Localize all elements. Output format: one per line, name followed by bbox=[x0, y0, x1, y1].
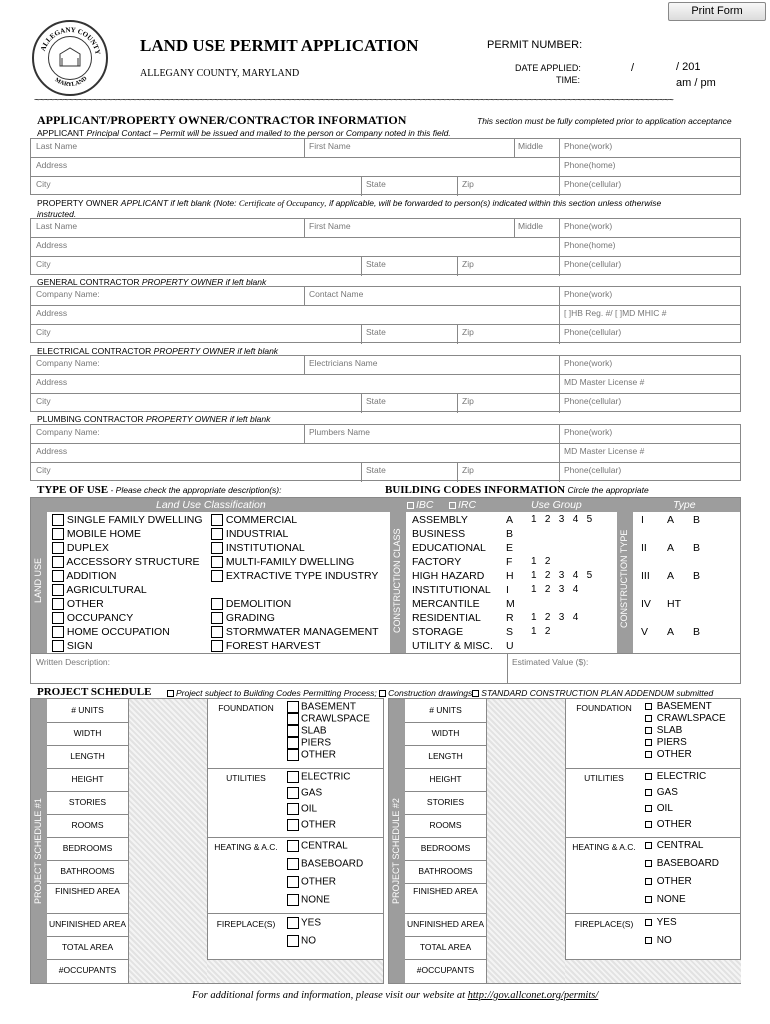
schedule-foundation-option[interactable]: BASEMENT bbox=[645, 701, 712, 713]
schedule-fireplace-label: FIREPLACE(S) bbox=[574, 919, 634, 929]
schedule-utilities-label: UTILITIES bbox=[226, 773, 266, 783]
construction-type-b[interactable]: B bbox=[693, 514, 701, 526]
schedule-foundation-option[interactable]: SLAB bbox=[287, 725, 327, 738]
land-use-option[interactable]: OTHER bbox=[52, 597, 104, 611]
use-group-name: FACTORY bbox=[412, 556, 462, 568]
schedule-row-label: FINISHED AREA bbox=[55, 886, 120, 896]
construction-type-b[interactable]: B bbox=[693, 570, 701, 582]
applicant-grid bbox=[30, 138, 741, 195]
use-group-letter[interactable]: U bbox=[506, 640, 514, 652]
date-separator: / bbox=[631, 62, 635, 74]
schedule-foundation-option[interactable]: CRAWLSPACE bbox=[645, 713, 726, 725]
owner-address-field[interactable]: Address bbox=[36, 240, 68, 250]
use-group-name: RESIDENTIAL bbox=[412, 612, 481, 624]
ec-company-field[interactable]: Company Name: bbox=[36, 358, 100, 368]
schedule-heating-option[interactable]: OTHER bbox=[645, 876, 692, 888]
schedule-heating-label: HEATING & A.C. bbox=[214, 842, 278, 852]
land-use-option[interactable]: ADDITION bbox=[52, 569, 117, 583]
owner-phone-cell-field[interactable]: Phone(cellular) bbox=[564, 259, 622, 269]
land-use-table bbox=[30, 497, 741, 654]
gc-company-field[interactable]: Company Name: bbox=[36, 289, 100, 299]
ec-license-field[interactable]: MD Master License # bbox=[564, 377, 645, 387]
schedule-utilities-option[interactable]: ELECTRIC bbox=[287, 771, 350, 784]
use-group-label: Use Group bbox=[531, 499, 582, 511]
use-group-numbers[interactable]: 1 2 3 4 bbox=[531, 612, 579, 623]
schedule-foundation-option[interactable]: CRAWLSPACE bbox=[287, 713, 370, 726]
schedule-row-label: BATHROOMS bbox=[418, 866, 473, 876]
owner-phone-home-field[interactable]: Phone(home) bbox=[564, 240, 616, 250]
schedule-utilities-label: UTILITIES bbox=[584, 773, 624, 783]
use-group-numbers[interactable]: 1 2 3 4 5 bbox=[531, 570, 593, 581]
schedule-row-label: UNFINISHED AREA bbox=[49, 919, 126, 929]
use-group-numbers[interactable]: 1 2 bbox=[531, 556, 551, 567]
land-use-option[interactable]: EXTRACTIVE TYPE INDUSTRY bbox=[211, 569, 378, 583]
form-title: LAND USE PERMIT APPLICATION bbox=[140, 36, 419, 55]
use-group-name: HIGH HAZARD bbox=[412, 570, 485, 582]
ec-zip-field[interactable]: Zip bbox=[462, 396, 474, 406]
land-use-option[interactable]: MOBILE HOME bbox=[52, 527, 141, 541]
schedule-row-label: BEDROOMS bbox=[62, 843, 113, 853]
svg-text:ALLEGANY COUNTY: ALLEGANY COUNTY bbox=[39, 25, 102, 56]
schedule-foundation-option[interactable]: PIERS bbox=[287, 737, 331, 750]
schedule-heating-option[interactable]: OTHER bbox=[287, 876, 336, 889]
standard-plan-option[interactable]: STANDARD CONSTRUCTION PLAN ADDENDUM submitted bbox=[472, 688, 713, 698]
print-form-button[interactable]: Print Form bbox=[668, 2, 766, 21]
construction-type-a[interactable]: A bbox=[667, 542, 675, 554]
construction-type-side-label: CONSTRUCTION TYPE bbox=[619, 529, 629, 628]
phone-home-field[interactable]: Phone(home) bbox=[564, 160, 616, 170]
land-use-band-label: Land Use Classification bbox=[156, 499, 266, 511]
building-codes-heading: BUILDING CODES INFORMATION Circle the appropriate bbox=[385, 484, 649, 496]
pc-state-field[interactable]: State bbox=[366, 465, 386, 475]
svg-text:MARYLAND: MARYLAND bbox=[53, 75, 89, 89]
use-group-letter[interactable]: F bbox=[506, 556, 513, 568]
schedule-row-label: BEDROOMS bbox=[420, 843, 471, 853]
tilde-divider: ~~~~~~~~~~~~~~~~~~~~~~~~~~~~~~~~~~~~~~~~~~~~~~~~~~~~~~~~~~~~~~~~~~~~~~~~~~~~~~~~~~~~~~~~~~~~~~~~~~~~~~~~~~~~~~~~~~~~~~~~~~~~~~~~~~~~ bbox=[34, 95, 673, 106]
schedule-heating-option[interactable]: BASEBOARD bbox=[287, 858, 363, 871]
schedule-heating-option[interactable]: NONE bbox=[645, 894, 686, 906]
pc-grid bbox=[30, 424, 741, 481]
owner-middle-field[interactable]: Middle bbox=[518, 221, 544, 231]
construction-type-number[interactable]: IV bbox=[641, 598, 651, 610]
date-year: / 201 bbox=[676, 61, 701, 73]
owner-city-field[interactable]: City bbox=[36, 259, 51, 269]
schedule-row-label: TOTAL AREA bbox=[419, 942, 472, 952]
footer-note: For additional forms and information, please visit our website at http://gov.allconet.org/permits/ bbox=[192, 990, 599, 1001]
use-group-name: MERCANTILE bbox=[412, 598, 480, 610]
schedule-row-label: FINISHED AREA bbox=[413, 886, 478, 896]
ec-electricians-field[interactable]: Electricians Name bbox=[309, 358, 378, 368]
schedule-row-label: HEIGHT bbox=[429, 774, 462, 784]
use-group-letter[interactable]: A bbox=[506, 514, 514, 526]
schedule-row-label: UNFINISHED AREA bbox=[407, 919, 484, 929]
schedule-row-label: STORIES bbox=[68, 797, 107, 807]
date-applied-label: DATE APPLIED: bbox=[515, 63, 581, 73]
ec-phone-work-field[interactable]: Phone(work) bbox=[564, 358, 613, 368]
schedule-heating-option[interactable]: CENTRAL bbox=[645, 840, 703, 852]
schedule-row-label: HEIGHT bbox=[71, 774, 104, 784]
time-label: TIME: bbox=[556, 75, 580, 85]
construction-type-number[interactable]: III bbox=[641, 570, 650, 582]
schedule-heating-option[interactable]: NONE bbox=[287, 894, 330, 907]
use-group-name: STORAGE bbox=[412, 626, 464, 638]
phone-cell-field[interactable]: Phone(cellular) bbox=[564, 179, 622, 189]
schedule-utilities-option[interactable]: GAS bbox=[645, 787, 678, 799]
land-use-option[interactable]: SINGLE FAMILY DWELLING bbox=[52, 513, 203, 527]
pc-heading: PLUMBING CONTRACTOR PROPERTY OWNER if left blank bbox=[37, 414, 271, 424]
schedule-side-label: PROJECT SCHEDULE #1 bbox=[33, 798, 43, 904]
phone-work-field[interactable]: Phone(work) bbox=[564, 141, 613, 151]
land-use-option[interactable]: DUPLEX bbox=[52, 541, 109, 555]
use-group-name: UTILITY & MISC. bbox=[412, 640, 493, 652]
ec-heading: ELECTRICAL CONTRACTOR PROPERTY OWNER if left blank bbox=[37, 346, 279, 356]
land-use-option[interactable]: DEMOLITION bbox=[211, 597, 291, 611]
state-field[interactable]: State bbox=[366, 179, 386, 189]
use-group-name: ASSEMBLY bbox=[412, 514, 468, 526]
construction-class-side-label: CONSTRUCTION CLASS bbox=[392, 528, 402, 633]
construction-type-number[interactable]: I bbox=[641, 514, 644, 526]
schedule-utilities-option[interactable]: ELECTRIC bbox=[645, 771, 706, 783]
schedule-options bbox=[167, 688, 713, 698]
applicant-heading: APPLICANT Principal Contact – Permit will be issued and mailed to the person or Company noted in this field. bbox=[37, 128, 451, 138]
schedule-foundation-option[interactable]: SLAB bbox=[645, 725, 682, 737]
schedule-utilities-option[interactable]: OTHER bbox=[287, 819, 336, 832]
schedule-fireplace-option[interactable]: YES bbox=[287, 917, 321, 930]
pc-phone-cell-field[interactable]: Phone(cellular) bbox=[564, 465, 622, 475]
owner-state-field[interactable]: State bbox=[366, 259, 386, 269]
ec-state-field[interactable]: State bbox=[366, 396, 386, 406]
county-seal-logo bbox=[32, 20, 108, 96]
gc-phone-cell-field[interactable]: Phone(cellular) bbox=[564, 327, 622, 337]
use-group-letter[interactable]: B bbox=[506, 528, 514, 540]
gc-contact-field[interactable]: Contact Name bbox=[309, 289, 364, 299]
land-use-option[interactable]: FOREST HARVEST bbox=[211, 639, 321, 653]
construction-type-a[interactable]: HT bbox=[667, 598, 681, 610]
written-description-row bbox=[30, 654, 741, 684]
schedule-side-label: PROJECT SCHEDULE #2 bbox=[391, 798, 401, 904]
construction-type-a[interactable]: A bbox=[667, 626, 675, 638]
schedule-utilities-option[interactable]: OIL bbox=[645, 803, 673, 815]
ec-grid bbox=[30, 355, 741, 412]
use-group-letter[interactable]: I bbox=[506, 584, 509, 596]
schedule-row-label: STORIES bbox=[426, 797, 465, 807]
type-label: Type bbox=[673, 499, 696, 511]
schedule-foundation-option[interactable]: PIERS bbox=[645, 737, 687, 749]
construction-type-a[interactable]: A bbox=[667, 514, 675, 526]
land-use-option[interactable]: MULTI-FAMILY DWELLING bbox=[211, 555, 354, 569]
middle-name-field[interactable]: Middle bbox=[518, 141, 544, 151]
land-use-option[interactable]: OCCUPANCY bbox=[52, 611, 133, 625]
zip-field[interactable]: Zip bbox=[462, 179, 474, 189]
schedule-fireplace-option[interactable]: NO bbox=[287, 935, 316, 948]
schedule-row-label: WIDTH bbox=[73, 728, 102, 738]
permit-number-label: PERMIT NUMBER: bbox=[487, 39, 583, 51]
building-codes-option[interactable]: Project subject to Building Codes Permitting Process; bbox=[167, 688, 377, 698]
use-group-numbers[interactable]: 1 2 bbox=[531, 626, 551, 637]
schedule-row-label: WIDTH bbox=[431, 728, 460, 738]
schedule-row-label: TOTAL AREA bbox=[61, 942, 114, 952]
construction-type-a[interactable]: A bbox=[667, 570, 675, 582]
schedule-row-label: LENGTH bbox=[70, 751, 105, 761]
construction-type-b[interactable]: B bbox=[693, 542, 701, 554]
schedule-row-label: # UNITS bbox=[429, 705, 462, 715]
project-schedule-title: PROJECT SCHEDULE bbox=[37, 686, 152, 698]
construction-drawings-option[interactable]: Construction drawings bbox=[379, 688, 472, 698]
schedule-utilities-option[interactable]: GAS bbox=[287, 787, 322, 800]
pc-phone-work-field[interactable]: Phone(work) bbox=[564, 427, 613, 437]
last-name-field[interactable]: Last Name bbox=[36, 141, 78, 151]
schedule-heating-option[interactable]: BASEBOARD bbox=[645, 858, 719, 870]
schedule-foundation-label: FOUNDATION bbox=[576, 703, 632, 713]
address-field[interactable]: Address bbox=[36, 160, 68, 170]
project-schedule-2 bbox=[388, 698, 741, 984]
schedule-row-label: #OCCUPANTS bbox=[416, 965, 475, 975]
schedule-row-label: LENGTH bbox=[428, 751, 463, 761]
gc-phone-work-field[interactable]: Phone(work) bbox=[564, 289, 613, 299]
land-use-option[interactable]: INSTITUTIONAL bbox=[211, 541, 305, 555]
schedule-heating-option[interactable]: CENTRAL bbox=[287, 840, 348, 853]
use-group-letter[interactable]: E bbox=[506, 542, 514, 554]
ec-address-field[interactable]: Address bbox=[36, 377, 68, 387]
owner-section-note: This section must be fully completed prior to application acceptance bbox=[477, 116, 732, 126]
pc-license-field[interactable]: MD Master License # bbox=[564, 446, 645, 456]
owner-grid bbox=[30, 218, 741, 275]
type-of-use-heading: TYPE OF USE - Please check the appropriate description(s): bbox=[37, 484, 282, 496]
pc-city-field[interactable]: City bbox=[36, 465, 51, 475]
ibc-option[interactable]: IBC bbox=[407, 499, 434, 511]
estimated-value-field[interactable]: Estimated Value ($): bbox=[512, 657, 589, 667]
owner-section-title: APPLICANT/PROPERTY OWNER/CONTRACTOR INFORMATION bbox=[37, 113, 407, 127]
gc-state-field[interactable]: State bbox=[366, 327, 386, 337]
written-description-field[interactable]: Written Description: bbox=[36, 657, 111, 667]
city-field[interactable]: City bbox=[36, 179, 51, 189]
permits-link[interactable]: http://gov.allconet.org/permits/ bbox=[467, 990, 599, 1001]
pc-address-field[interactable]: Address bbox=[36, 446, 68, 456]
use-group-name: BUSINESS bbox=[412, 528, 466, 540]
owner-phone-work-field[interactable]: Phone(work) bbox=[564, 221, 613, 231]
schedule-utilities-option[interactable]: OIL bbox=[287, 803, 317, 816]
gc-mhic-field[interactable]: [ ]HB Reg. #/ [ ]MD MHIC # bbox=[564, 308, 667, 318]
use-group-numbers[interactable]: 1 2 3 4 bbox=[531, 584, 579, 595]
land-use-option[interactable]: COMMERCIAL bbox=[211, 513, 297, 527]
use-group-name: INSTITUTIONAL bbox=[412, 584, 491, 596]
schedule-utilities-option[interactable]: OTHER bbox=[645, 819, 692, 831]
land-use-option[interactable]: HOME OCCUPATION bbox=[52, 625, 170, 639]
ampm-label: am / pm bbox=[676, 77, 716, 89]
gc-zip-field[interactable]: Zip bbox=[462, 327, 474, 337]
schedule-foundation-option[interactable]: OTHER bbox=[645, 749, 692, 761]
construction-type-number[interactable]: V bbox=[641, 626, 649, 638]
land-use-option[interactable]: AGRICULTURAL bbox=[52, 583, 147, 597]
gc-city-field[interactable]: City bbox=[36, 327, 51, 337]
owner-first-name-field[interactable]: First Name bbox=[309, 221, 351, 231]
use-group-letter[interactable]: S bbox=[506, 626, 514, 638]
land-use-option[interactable]: GRADING bbox=[211, 611, 275, 625]
schedule-fireplace-option[interactable]: NO bbox=[645, 935, 672, 947]
land-use-option[interactable]: ACCESSORY STRUCTURE bbox=[52, 555, 200, 569]
land-use-side-label: LAND USE bbox=[33, 557, 43, 603]
project-schedule-1 bbox=[30, 698, 384, 984]
owner-zip-field[interactable]: Zip bbox=[462, 259, 474, 269]
ec-phone-cell-field[interactable]: Phone(cellular) bbox=[564, 396, 622, 406]
pc-zip-field[interactable]: Zip bbox=[462, 465, 474, 475]
use-group-numbers[interactable]: 1 2 3 4 5 bbox=[531, 514, 593, 525]
schedule-foundation-option[interactable]: BASEMENT bbox=[287, 701, 356, 714]
ec-city-field[interactable]: City bbox=[36, 396, 51, 406]
schedule-heating-label: HEATING & A.C. bbox=[572, 842, 636, 852]
schedule-foundation-label: FOUNDATION bbox=[218, 703, 274, 713]
land-use-option[interactable]: SIGN bbox=[52, 639, 93, 653]
use-group-letter[interactable]: R bbox=[506, 612, 514, 624]
gc-address-field[interactable]: Address bbox=[36, 308, 68, 318]
use-group-name: EDUCATIONAL bbox=[412, 542, 486, 554]
use-group-letter[interactable]: H bbox=[506, 570, 514, 582]
pc-company-field[interactable]: Company Name: bbox=[36, 427, 100, 437]
construction-type-number[interactable]: II bbox=[641, 542, 647, 554]
schedule-fireplace-option[interactable]: YES bbox=[645, 917, 677, 929]
schedule-row-label: ROOMS bbox=[429, 820, 462, 830]
schedule-row-label: # UNITS bbox=[71, 705, 104, 715]
schedule-fireplace-label: FIREPLACE(S) bbox=[216, 919, 276, 929]
schedule-row-label: #OCCUPANTS bbox=[58, 965, 117, 975]
irc-option[interactable]: IRC bbox=[449, 499, 476, 511]
pc-plumbers-field[interactable]: Plumbers Name bbox=[309, 427, 370, 437]
schedule-foundation-option[interactable]: OTHER bbox=[287, 749, 336, 762]
use-group-letter[interactable]: M bbox=[506, 598, 515, 610]
construction-type-b[interactable]: B bbox=[693, 626, 701, 638]
schedule-row-label: ROOMS bbox=[71, 820, 104, 830]
gc-heading: GENERAL CONTRACTOR PROPERTY OWNER if left blank bbox=[37, 277, 267, 287]
schedule-row-label: BATHROOMS bbox=[60, 866, 115, 876]
owner-heading: PROPERTY OWNER APPLICANT if left blank (Note: Certificate of Occupancy, if applicable, will be forwarded to person(s) indicated within this section unless otherwise instructed. bbox=[37, 198, 662, 219]
land-use-option[interactable]: STORMWATER MANAGEMENT bbox=[211, 625, 379, 639]
owner-last-name-field[interactable]: Last Name bbox=[36, 221, 78, 231]
gc-grid bbox=[30, 286, 741, 343]
first-name-field[interactable]: First Name bbox=[309, 141, 351, 151]
county-name: ALLEGANY COUNTY, MARYLAND bbox=[140, 68, 300, 79]
land-use-option[interactable]: INDUSTRIAL bbox=[211, 527, 288, 541]
